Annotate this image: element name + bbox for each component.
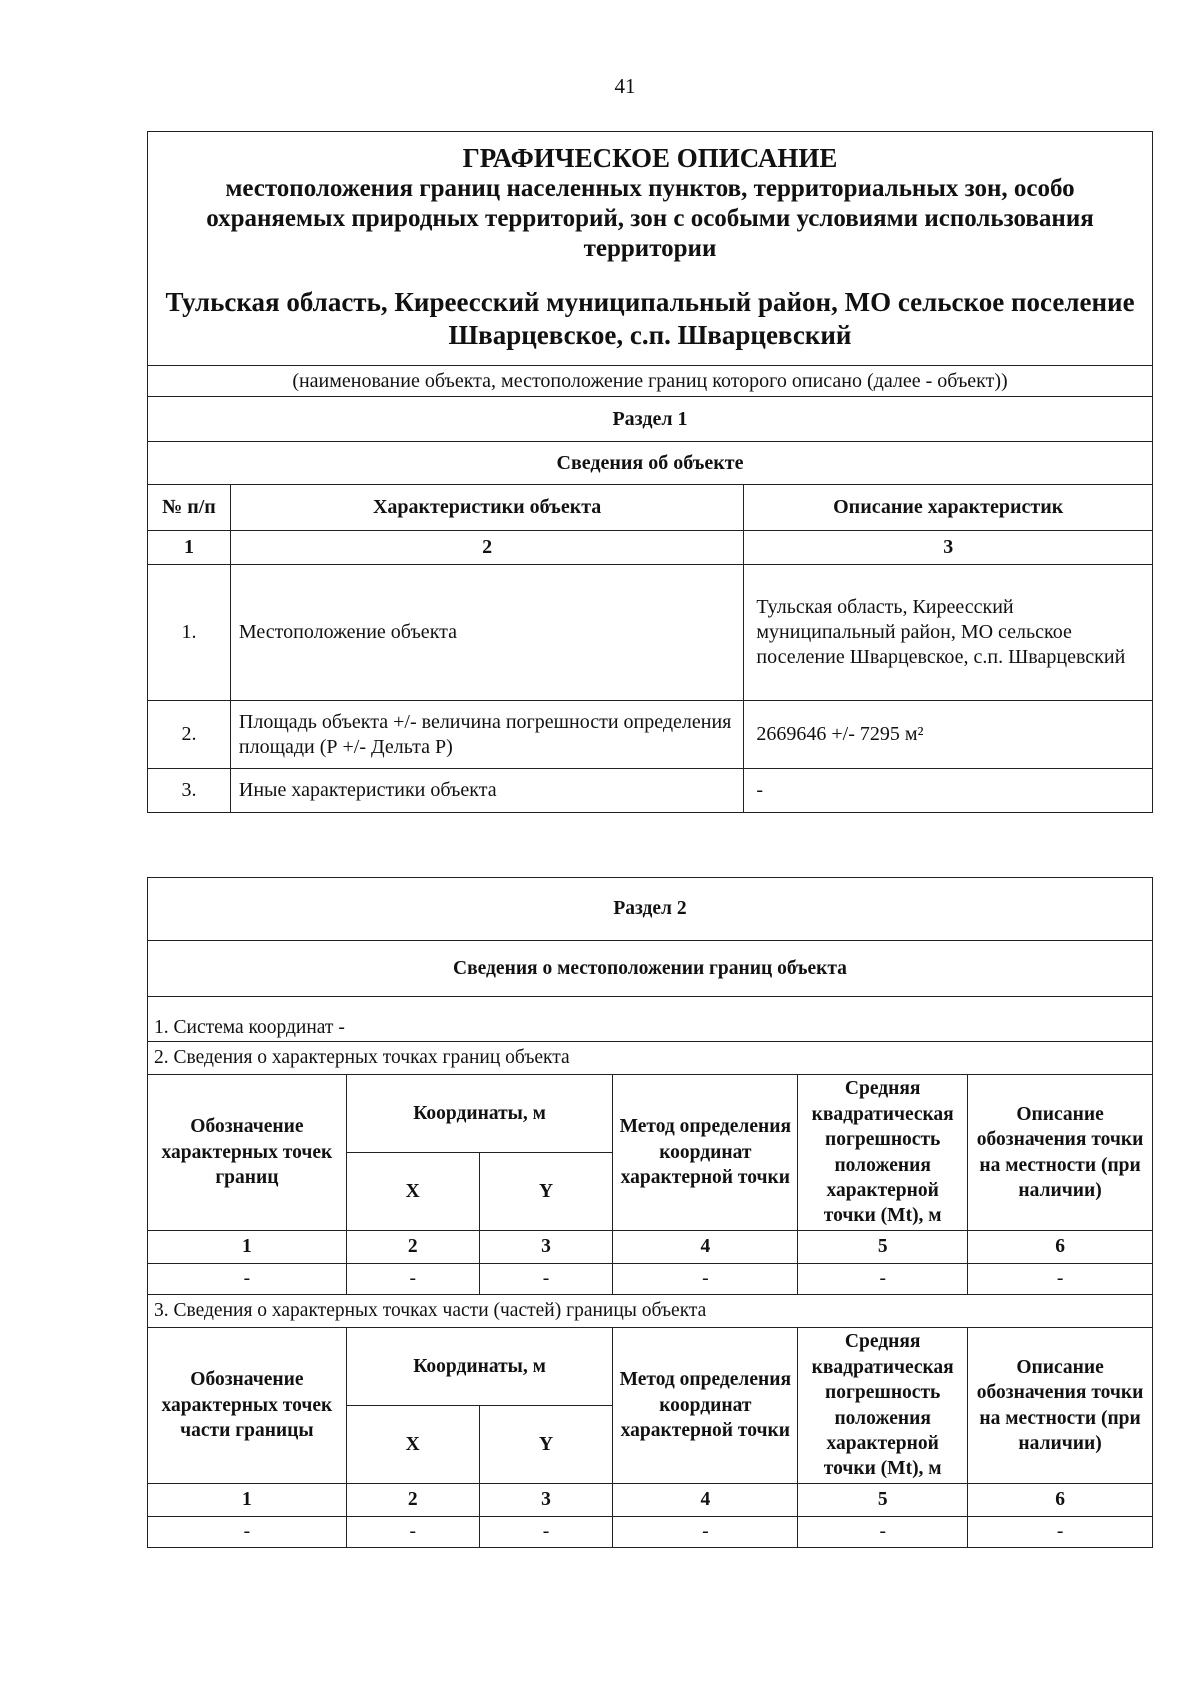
table-cell: -	[346, 1264, 479, 1295]
col-number: 3	[479, 1484, 613, 1517]
table-row	[148, 701, 1153, 769]
table-row	[148, 1517, 1153, 1548]
col-header-x: X	[346, 1406, 479, 1484]
row-characteristic: Иные характеристики объекта	[230, 769, 743, 813]
section2-title: Раздел 2	[148, 878, 1153, 941]
col-number: 3	[479, 1231, 613, 1264]
coordinate-system: 1. Система координат -	[148, 997, 1153, 1042]
col-header-y: Y	[479, 1406, 613, 1484]
col-header-description: Описание характеристик	[744, 485, 1153, 531]
col-number-3: 3	[744, 531, 1153, 565]
row-number: 2.	[148, 701, 231, 769]
col-header-error: Средняя квадратическая погрешность положения характерной точки (Mt), м	[798, 1328, 968, 1484]
col-number: 5	[798, 1231, 968, 1264]
table-cell: -	[798, 1517, 968, 1548]
table-cell: -	[798, 1264, 968, 1295]
row-number: 3.	[148, 769, 231, 813]
table-cell: -	[148, 1264, 347, 1295]
col-number-1: 1	[148, 531, 231, 565]
col-header-designation-part: Обозначение характерных точек части границы	[148, 1328, 347, 1484]
col-number: 4	[613, 1231, 798, 1264]
table-row	[148, 769, 1153, 813]
col-number: 5	[798, 1484, 968, 1517]
object-caption: (наименование объекта, местоположение границ которого описано (далее - объект))	[148, 366, 1153, 397]
col-number: 6	[968, 1484, 1153, 1517]
col-number: 2	[346, 1484, 479, 1517]
table-cell: -	[968, 1517, 1153, 1548]
col-header-y: Y	[479, 1153, 613, 1231]
row-characteristic: Площадь объекта +/- величина погрешности определения площади (Р +/- Дельта Р)	[230, 701, 743, 769]
row-characteristic: Местоположение объекта	[230, 565, 743, 701]
col-header-x: X	[346, 1153, 479, 1231]
col-header-characteristic: Характеристики объекта	[230, 485, 743, 531]
table-row	[148, 565, 1153, 701]
document-header	[148, 132, 1153, 366]
col-number-2: 2	[230, 531, 743, 565]
col-header-point-description: Описание обозначения точки на местности (при наличии)	[968, 1075, 1153, 1231]
document-title: ГРАФИЧЕСКОЕ ОПИСАНИЕ	[462, 143, 838, 173]
document-subtitle: местоположения границ населенных пунктов, территориальных зон, особо охраняемых природных территорий, зон с особыми условиями использования территории	[206, 175, 1094, 263]
row-number: 1.	[148, 565, 231, 701]
col-number: 1	[148, 1484, 347, 1517]
col-number: 4	[613, 1484, 798, 1517]
row-value: 2669646 +/- 7295 м²	[744, 701, 1153, 769]
table-row	[148, 1264, 1153, 1295]
row-value: Тульская область, Киреесский муниципальный район, МО сельское поселение Шварцевское, с.п. Шварцевский	[744, 565, 1153, 701]
section1-title: Раздел 1	[148, 397, 1153, 442]
boundary-info-table	[147, 877, 1153, 1548]
col-number: 2	[346, 1231, 479, 1264]
object-info-table	[147, 131, 1153, 813]
col-header-point-description: Описание обозначения точки на местности (при наличии)	[968, 1328, 1153, 1484]
table-cell: -	[148, 1517, 347, 1548]
col-header-method: Метод определения координат характерной точки	[613, 1328, 798, 1484]
table-cell: -	[346, 1517, 479, 1548]
table-cell: -	[479, 1517, 613, 1548]
parts-section-title: 3. Сведения о характерных точках части (частей) границы объекта	[148, 1295, 1153, 1328]
table-cell: -	[479, 1264, 613, 1295]
col-header-number: № п/п	[148, 485, 231, 531]
col-header-coords: Координаты, м	[346, 1075, 613, 1153]
table-cell: -	[968, 1264, 1153, 1295]
col-number: 1	[148, 1231, 347, 1264]
section2-subtitle: Сведения о местоположении границ объекта	[148, 941, 1153, 997]
row-value: -	[744, 769, 1153, 813]
table-cell: -	[613, 1264, 798, 1295]
col-header-method: Метод определения координат характерной точки	[613, 1075, 798, 1231]
points-section-title: 2. Сведения о характерных точках границ объекта	[148, 1042, 1153, 1075]
object-location-heading: Тульская область, Киреесский муниципальный район, МО сельское поселение Шварцевское, с.п. Шварцевский	[165, 287, 1135, 350]
section1-subtitle: Сведения об объекте	[148, 442, 1153, 485]
col-header-coords: Координаты, м	[346, 1328, 613, 1406]
page-number: 41	[614, 74, 636, 98]
col-header-error: Средняя квадратическая погрешность положения характерной точки (Mt), м	[798, 1075, 968, 1231]
col-header-designation: Обозначение характерных точек границ	[148, 1075, 347, 1231]
table-cell: -	[613, 1517, 798, 1548]
col-number: 6	[968, 1231, 1153, 1264]
